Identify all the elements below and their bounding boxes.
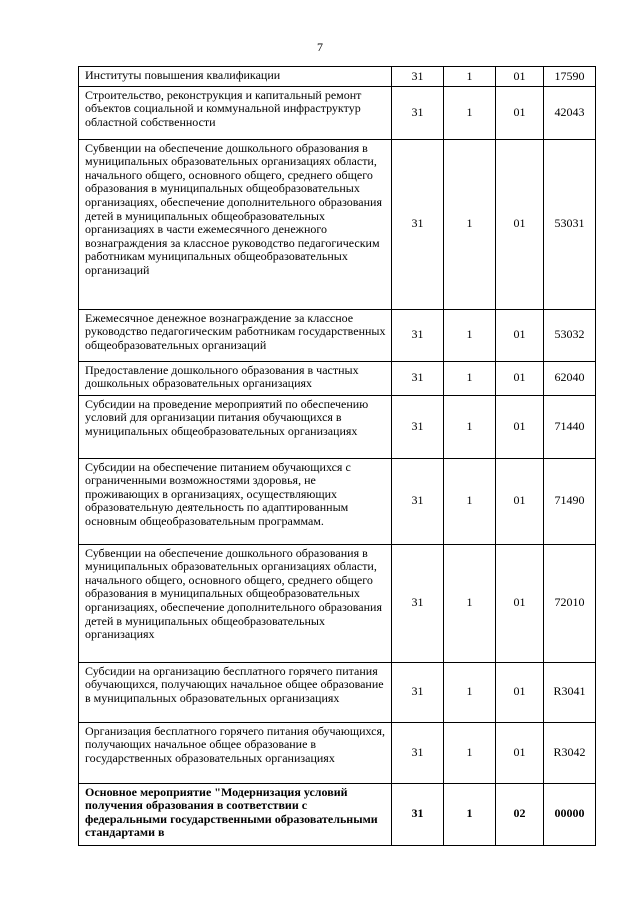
event-code: 01 (496, 67, 544, 87)
table-row (79, 361, 596, 395)
row-name: Институты повышения квалификации (79, 67, 392, 87)
subprogram-code: 1 (444, 544, 496, 662)
program-code: 31 (392, 395, 444, 458)
subprogram-code: 1 (444, 722, 496, 783)
event-code: 01 (496, 86, 544, 139)
row-name: Субсидии на обеспечение питанием обучающихся с ограниченными возможностями здоровья, не проживающих в организациях, осуществляющих образовательную деятельность по адаптированным основным общеобразовательным программам. (79, 458, 392, 544)
budget-classification-table (78, 66, 596, 846)
subprogram-code: 1 (444, 662, 496, 722)
table-row (79, 395, 596, 458)
event-code: 01 (496, 309, 544, 361)
direction-code: 62040 (544, 361, 596, 395)
program-code: 31 (392, 662, 444, 722)
subprogram-code: 1 (444, 309, 496, 361)
subprogram-code: 1 (444, 361, 496, 395)
row-name: Ежемесячное денежное вознаграждение за классное руководство педагогическим работникам государственных общеобразовательных организаций (79, 309, 392, 361)
row-name: Субвенции на обеспечение дошкольного образования в муниципальных образовательных организациях области, начального общего, основного общего, среднего общего образования в муниципальных общеобразовательных организациях, обеспечение дополнительного образования детей в муниципальных общеобразовательных организациях в части ежемесячного денежного вознаграждения за классное руководство педагогическим работникам муниципальных общеобразовательных организаций (79, 139, 392, 309)
direction-code: 71490 (544, 458, 596, 544)
direction-code: 00000 (544, 783, 596, 845)
row-name: Строительство, реконструкция и капитальный ремонт объектов социальной и коммунальной инфраструктур областной собственности (79, 86, 392, 139)
row-name: Организация бесплатного горячего питания обучающихся, получающих начальное общее образование в государственных образовательных организациях (79, 722, 392, 783)
direction-code: 71440 (544, 395, 596, 458)
direction-code: 42043 (544, 86, 596, 139)
subprogram-code: 1 (444, 86, 496, 139)
event-code: 01 (496, 544, 544, 662)
row-name: Предоставление дошкольного образования в частных дошкольных образовательных организациях (79, 361, 392, 395)
table-row (79, 783, 596, 845)
subprogram-code: 1 (444, 67, 496, 87)
row-name: Субсидии на проведение мероприятий по обеспечению условий для организации питания обучающихся в муниципальных общеобразовательных организациях (79, 395, 392, 458)
program-code: 31 (392, 544, 444, 662)
row-name: Субвенции на обеспечение дошкольного образования в муниципальных образовательных организациях области, начального общего, основного общего, среднего общего образования в муниципальных общеобразовательных организациях, обеспечение дополнительного образования детей в муниципальных общеобразовательных организациях (79, 544, 392, 662)
table-row (79, 139, 596, 309)
program-code: 31 (392, 361, 444, 395)
program-code: 31 (392, 309, 444, 361)
table-row (79, 458, 596, 544)
event-code: 01 (496, 395, 544, 458)
event-code: 01 (496, 139, 544, 309)
page-number: 7 (317, 40, 323, 54)
table-row (79, 86, 596, 139)
program-code: 31 (392, 139, 444, 309)
direction-code: R3042 (544, 722, 596, 783)
table-row (79, 67, 596, 87)
event-code: 01 (496, 722, 544, 783)
program-code: 31 (392, 722, 444, 783)
subprogram-code: 1 (444, 395, 496, 458)
row-name: Субсидии на организацию бесплатного горячего питания обучающихся, получающих начальное общее образование в муниципальных образовательных организациях (79, 662, 392, 722)
direction-code: 17590 (544, 67, 596, 87)
program-code: 31 (392, 458, 444, 544)
subprogram-code: 1 (444, 139, 496, 309)
table-row (79, 309, 596, 361)
program-code: 31 (392, 783, 444, 845)
event-code: 01 (496, 361, 544, 395)
table-row (79, 722, 596, 783)
subprogram-code: 1 (444, 458, 496, 544)
event-code: 01 (496, 662, 544, 722)
event-code: 02 (496, 783, 544, 845)
row-name: Основное мероприятие "Модернизация условий получения образования в соответствии с федеральными государственными образовательными стандартами в (79, 783, 392, 845)
table-row (79, 662, 596, 722)
event-code: 01 (496, 458, 544, 544)
subprogram-code: 1 (444, 783, 496, 845)
table-row (79, 544, 596, 662)
direction-code: 72010 (544, 544, 596, 662)
program-code: 31 (392, 86, 444, 139)
direction-code: 53031 (544, 139, 596, 309)
direction-code: R3041 (544, 662, 596, 722)
program-code: 31 (392, 67, 444, 87)
direction-code: 53032 (544, 309, 596, 361)
